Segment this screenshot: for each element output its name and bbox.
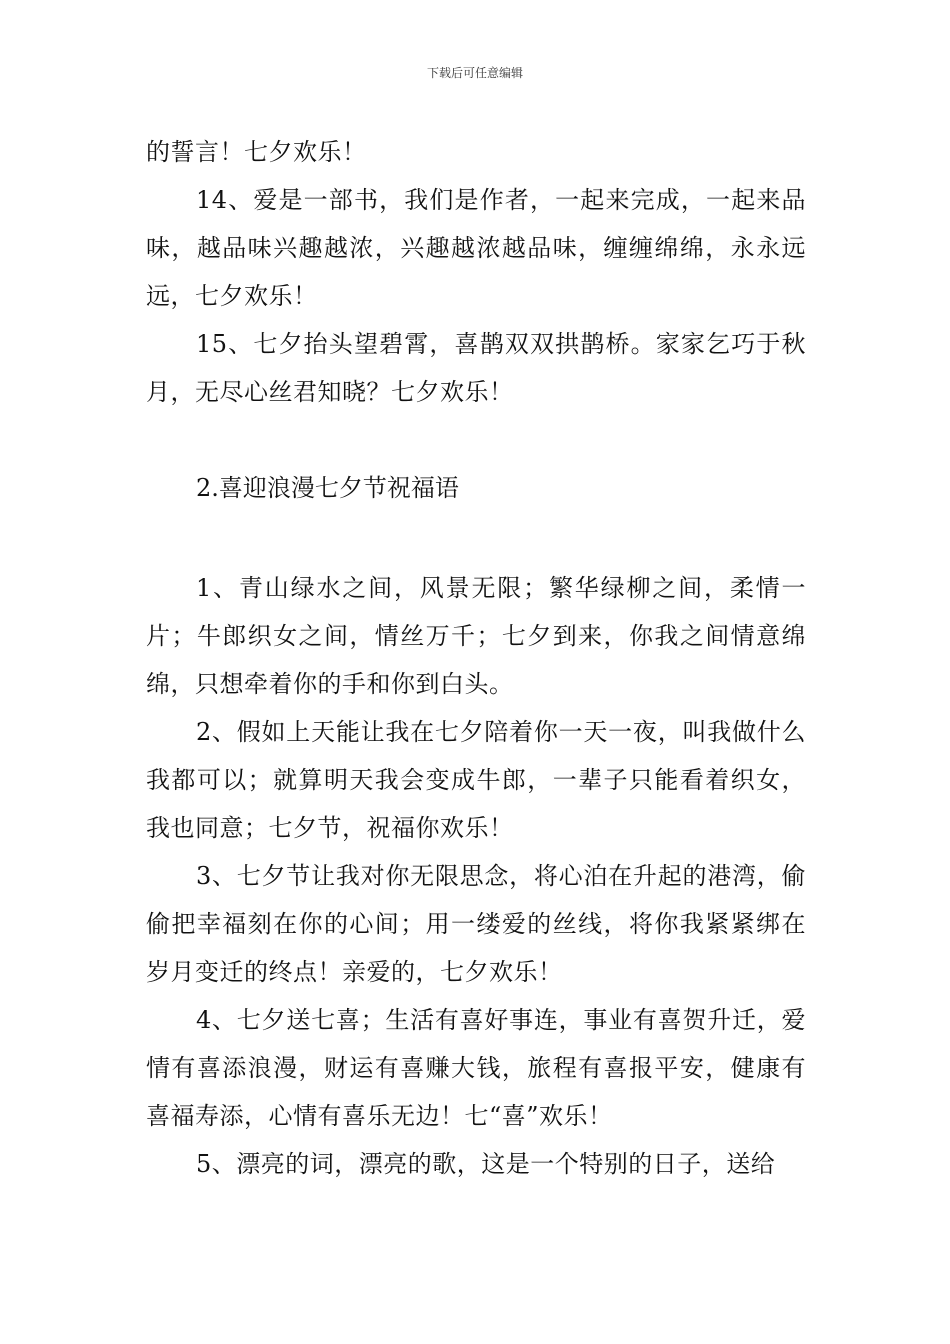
blessing-item-4: 4、七夕送七喜；生活有喜好事连，事业有喜贺升迁，爱情有喜添浪漫，财运有喜赚大钱，旅程有喜报平安，健康有喜福寿添，心情有喜乐无边！七“喜”欢乐！ — [146, 1006, 806, 1130]
document-body — [146, 128, 806, 1188]
blessing-item-1: 1、青山绿水之间，风景无限；繁华绿柳之间，柔情一片；牛郎织女之间，情丝万千；七夕到来，你我之间情意绵绵，只想牵着你的手和你到白头。 — [146, 574, 806, 698]
blessing-item-14: 14、爱是一部书，我们是作者，一起来完成，一起来品味，越品味兴趣越浓，兴趣越浓越品味，缠缠绵绵，永永远远，七夕欢乐！ — [146, 186, 806, 310]
spacer — [146, 512, 806, 564]
lead-paragraph-fragment: 的誓言！七夕欢乐！ — [146, 138, 367, 166]
section-heading: 2.喜迎浪漫七夕节祝福语 — [196, 474, 459, 502]
blessing-item-3: 3、七夕节让我对你无限思念，将心泊在升起的港湾，偷偷把幸福刻在你的心间；用一缕爱的丝线，将你我紧紧绑在岁月变迁的终点！亲爱的，七夕欢乐！ — [146, 862, 806, 986]
page-header-note: 下载后可任意编辑 — [426, 66, 523, 80]
spacer — [146, 416, 806, 464]
blessing-item-15: 15、七夕抬头望碧霄，喜鹊双双拱鹊桥。家家乞巧于秋月，无尽心丝君知晓？七夕欢乐！ — [146, 330, 806, 406]
blessing-item-5: 5、漂亮的词，漂亮的歌，这是一个特别的日子，送给 — [196, 1150, 776, 1178]
blessing-item-2: 2、假如上天能让我在七夕陪着你一天一夜，叫我做什么我都可以；就算明天我会变成牛郎，一辈子只能看着织女，我也同意；七夕节，祝福你欢乐！ — [146, 718, 806, 842]
